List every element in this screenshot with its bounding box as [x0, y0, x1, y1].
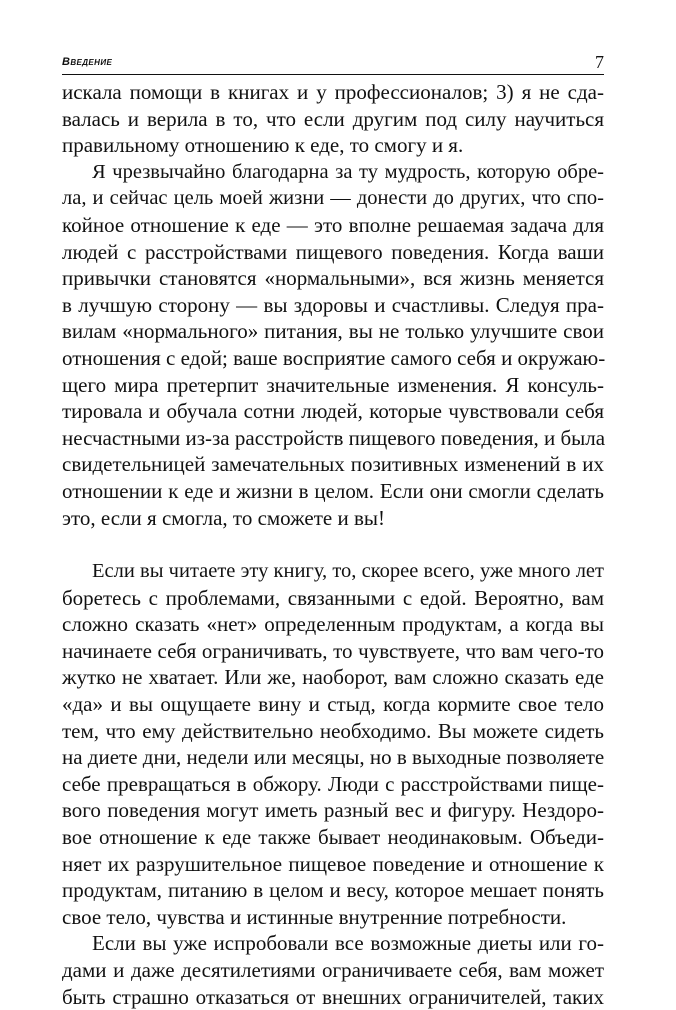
section-break — [62, 531, 604, 558]
text-line: дами и даже десятилетиями ограничиваете себя, вам может — [62, 958, 604, 982]
text-line: начинаете себя ограничивать, то чувствуете, что вам чего-то — [62, 638, 604, 663]
text-line: тировала и обучала сотни людей, которые чувствовали себя — [62, 399, 604, 424]
text-line: искала помощи в книгах и у профессионалов; 3) я не сда- — [62, 80, 604, 104]
text-line: это, если я смогла, то сможете и вы! — [62, 505, 385, 530]
header-rule — [62, 74, 604, 75]
text-line: тем, что ему действительно необходимо. Вы можете сидеть — [62, 718, 604, 743]
text-line: продуктам, питанию в целом и весу, которое мешает понять — [62, 878, 604, 903]
text-line: на диете дни, недели или месяцы, но в выходные позволяете — [62, 745, 605, 770]
text-line: отношения с едой; ваше восприятие самого себя и окружаю- — [62, 345, 606, 370]
text-line: сложно сказать «нет» определенным продуктам, а когда вы — [62, 612, 604, 637]
text-line: вое отношение к еде также бывает неодинаковым. Объеди- — [62, 825, 604, 850]
paragraph — [62, 930, 604, 1010]
text-line: вилам «нормального» питания, вы не только улучшите свои — [62, 319, 604, 344]
text-line: правильному отношению к еде, то смогу и я. — [62, 133, 464, 158]
running-head — [62, 50, 604, 72]
text-line: боретесь с проблемами, связанными с едой. Вероятно, вам — [62, 585, 604, 610]
text-line: отношении к еде и жизни в целом. Если они смогли сделать — [62, 478, 604, 503]
paragraph — [62, 79, 604, 159]
text-line: щего мира претерпит значительные изменения. Я консуль- — [62, 372, 604, 397]
text-line: «да» и вы ощущаете вину и стыд, когда кормите свое тело — [62, 692, 604, 717]
text-line: себе превращаться в обжору. Люди с расстройствами пище- — [62, 771, 604, 796]
text-line: Я чрезвычайно благодарна за ту мудрость, которую обре- — [92, 160, 604, 183]
text-line: валась и верила в то, что если другим под силу научиться — [62, 106, 604, 131]
text-line: койное отношение к еде — это вполне решаемая задача для — [62, 212, 604, 237]
text-line: несчастными из-за расстройств пищевого поведения, и была — [62, 425, 606, 450]
text-line: в лучшую сторону — вы здоровы и счастливы. Следуя пра- — [62, 292, 604, 317]
text-line: ла, и сейчас цель моей жизни — донести до других, что спо- — [62, 187, 604, 210]
paragraph — [62, 159, 604, 531]
text-line: вого поведения могут иметь разный вес и фигуру. Нездоро- — [62, 798, 604, 823]
text-line: привычки становятся «нормальными», вся жизнь меняется — [62, 266, 604, 291]
body-text — [62, 79, 604, 1010]
text-line: няет их разрушительное пищевое поведение и отношение к — [62, 851, 604, 876]
text-line: Если вы читаете эту книгу, то, скорее всего, уже много лет — [92, 560, 604, 583]
text-line: жутко не хватает. Или же, наоборот, вам сложно сказать еде — [62, 665, 604, 690]
page-number: 7 — [595, 52, 604, 72]
text-line: быть страшно отказаться от внешних ограничителей, таких — [62, 984, 604, 1009]
text-line: свое тело, чувства и истинные внутренние потребности. — [62, 904, 567, 929]
text-line: людей с расстройствами пищевого поведения. Когда ваши — [62, 239, 604, 264]
paragraph — [62, 558, 604, 930]
section-title: Введение — [62, 56, 113, 68]
text-line: свидетельницей замечательных позитивных изменений в их — [62, 452, 604, 477]
text-line: Если вы уже испробовали все возможные диеты или го- — [92, 931, 604, 956]
